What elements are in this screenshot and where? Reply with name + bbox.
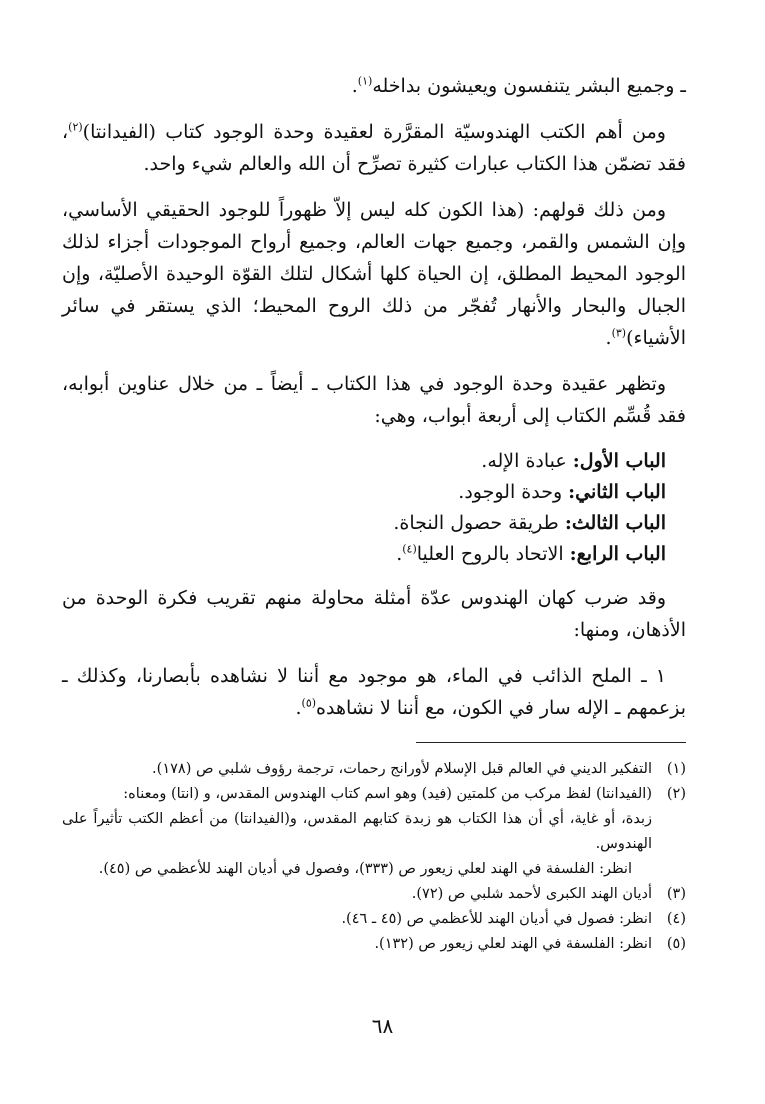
footnote-2: [62, 782, 686, 807]
paragraph-3-end: .: [605, 327, 612, 349]
chapter-list: [62, 446, 686, 570]
footnote-number: (٤): [666, 911, 686, 927]
chapter-label: الباب الثالث:: [564, 512, 666, 534]
chapter-label: الباب الثاني:: [568, 481, 666, 503]
paragraph-1-end: .: [351, 75, 358, 97]
footnote-ref-3[interactable]: (٣): [611, 326, 627, 340]
footnote-1: [62, 757, 686, 782]
chapter-item: [62, 508, 666, 539]
footnote-2-continuation: زبدة، أو غاية، أي أن هذا الكتاب هو زبدة كتابهم المقدس، و(الفيدانتا) من أعظم الكتب تأثيراً على الهندوس.: [62, 811, 652, 852]
paragraph-5-text: وقد ضرب كهان الهندوس عدّة أمثلة محاولة منهم تقريب فكرة الوحدة من الأذهان، ومنها:: [62, 587, 686, 641]
footnotes: [62, 757, 686, 957]
footnote-ref-1[interactable]: (١): [357, 74, 373, 88]
footnote-number: (١): [666, 761, 686, 777]
footnote-number: (٣): [666, 886, 686, 902]
chapter-title: وحدة الوجود.: [458, 481, 563, 503]
footnote-ref-2[interactable]: (٢): [68, 120, 83, 134]
chapter-item: [62, 446, 666, 477]
footnote-divider: [416, 742, 686, 743]
footnote-text: انظر: فصول في أديان الهند للأعظمي ص (٤٥ ـ ٤٦).: [341, 911, 652, 927]
chapter-title: طريقة حصول النجاة.: [393, 512, 559, 534]
chapter-label: الباب الرابع:: [569, 543, 666, 565]
paragraph-3-text: ومن ذلك قولهم: (هذا الكون كله ليس إلاّ ظهوراً للوجود الحقيقي الأساسي، وإن الشمس والقمر، وجميع جهات العالم، وجميع أرواح الموجودات أجزاء لذلك الوجود المحيط المطلق، إن الحياة كلها أشكال لتلك القوّة الوحيدة الأصليّة، وإن الجبال والبحار والأنهار تُفجّر من ذلك الروح المحيط؛ الذي يستقر في سائر الأشياء): [62, 199, 686, 349]
footnote-ref-4[interactable]: (٤): [402, 542, 417, 556]
paragraph-6-end: .: [295, 697, 302, 719]
footnote-4: [62, 907, 686, 932]
footnote-ref-5[interactable]: (٥): [301, 696, 317, 710]
footnote-number: (٢): [666, 786, 686, 802]
footnote-text: التفكير الديني في العالم قبل الإسلام لأورانج رحمات، ترجمة رؤوف شلبي ص (١٧٨).: [152, 761, 652, 777]
chapter-title: الاتحاد بالروح العليا: [416, 543, 564, 565]
paragraph-6: [62, 660, 686, 724]
footnote-3: [62, 882, 686, 907]
chapter-end: .: [396, 543, 403, 565]
paragraph-1-text: ـ وجميع البشر يتنفسون ويعيشون بداخله: [372, 75, 686, 97]
paragraph-2-text-a: ومن أهم الكتب الهندوسيّة المقرَّرة لعقيدة وحدة الوجود كتاب (الفيدانتا): [82, 121, 666, 143]
chapter-item: [62, 477, 666, 508]
footnote-5: [62, 932, 686, 957]
paragraph-3: [62, 194, 686, 354]
page-number: ٦٨: [371, 1014, 394, 1038]
page-content: [62, 70, 686, 957]
footnote-text: انظر: الفلسفة في الهند لعلي زيعور ص (١٣٢).: [374, 936, 652, 952]
footnote-text: أديان الهند الكبرى لأحمد شلبي ص (٧٢).: [411, 886, 652, 902]
paragraph-6-text: ١ ـ الملح الذائب في الماء، هو موجود مع أننا لا نشاهده بأبصارنا، وكذلك ـ بزعمهم ـ الإله سار في الكون، مع أننا لا نشاهده: [62, 665, 686, 719]
paragraph-2: [62, 116, 686, 180]
footnote-text: (الفيدانتا) لفظ مركب من كلمتين (فيد) وهو اسم كتاب الهندوس المقدس، و (انتا) ومعناه:: [123, 786, 652, 802]
chapter-title: عبادة الإله.: [481, 450, 567, 472]
paragraph-4-text: وتظهر عقيدة وحدة الوجود في هذا الكتاب ـ أيضاً ـ من خلال عناوين أبوابه، فقد قُسِّم الكتاب إلى أربعة أبواب، وهي:: [62, 373, 686, 427]
footnote-2-reference: انظر: الفلسفة في الهند لعلي زيعور ص (٣٣٣)، وفصول في أديان الهند للأعظمي ص (٤٥).: [98, 861, 632, 877]
footnote-number: (٥): [666, 936, 686, 952]
paragraph-1: [62, 70, 686, 102]
paragraph-4: [62, 368, 686, 432]
chapter-item: [62, 539, 666, 570]
chapter-label: الباب الأول:: [572, 450, 666, 472]
paragraph-2-text-b: ، فقد تضمّن هذا الكتاب عبارات كثيرة تصرِّح أن الله والعالم شيء واحد.: [62, 121, 686, 175]
paragraph-5: [62, 582, 686, 646]
